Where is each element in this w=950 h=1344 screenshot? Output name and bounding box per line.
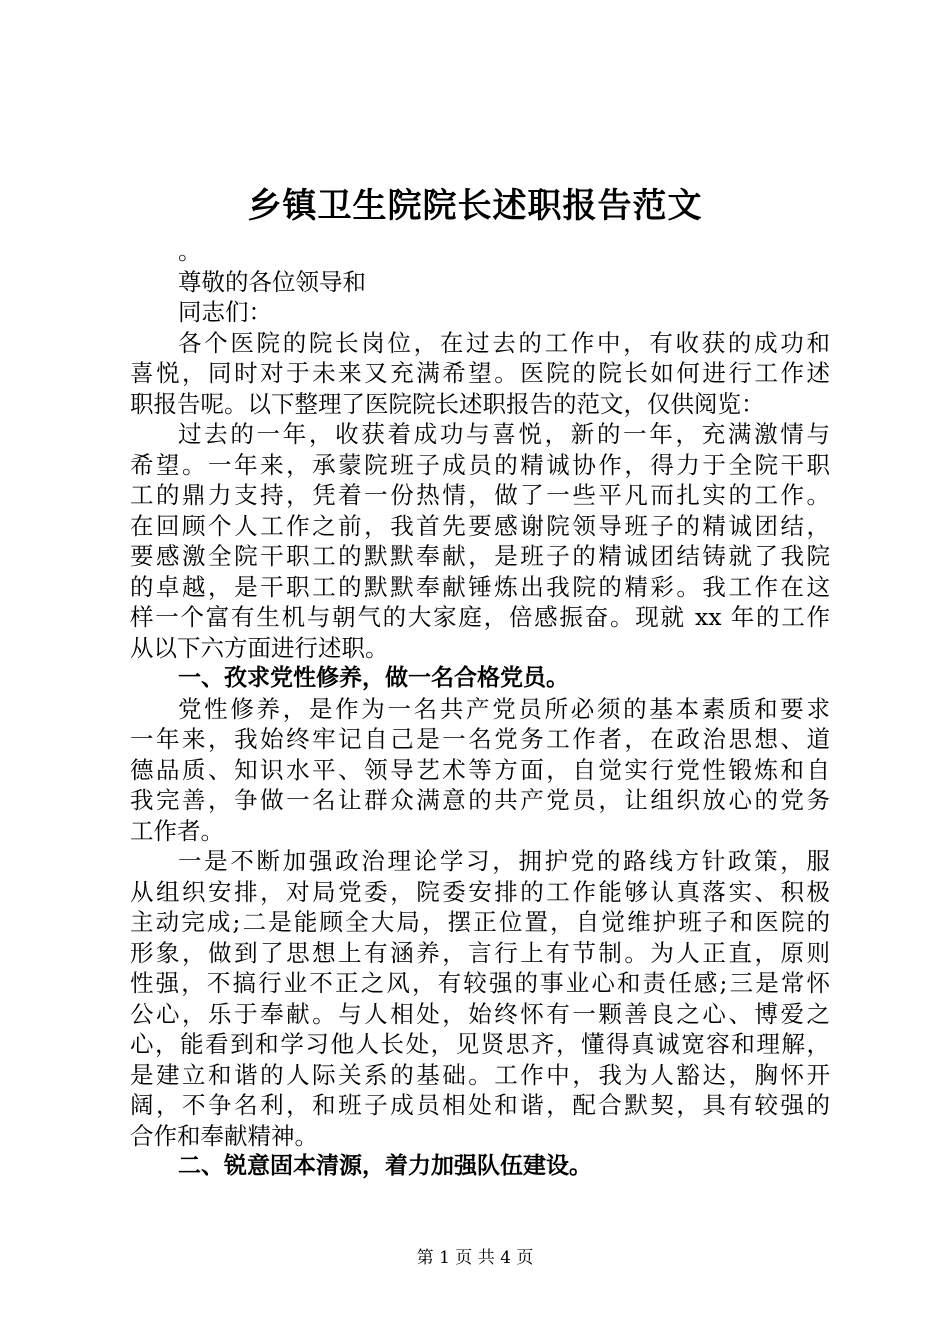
body-line: 我完善，争做一名让群众满意的共产党员，让组织放心的党务 xyxy=(130,786,830,814)
body-line: 一是不断加强政治理论学习，拥护党的路线方针政策，服 xyxy=(178,847,830,875)
body-line: 样一个富有生机与朝气的大家庭，倍感振奋。现就 xx 年的工作 xyxy=(130,603,830,631)
section-heading: 二、锐意固本清源，着力加强队伍建设。 xyxy=(178,1153,592,1179)
page-number-footer: 第 1 页 共 4 页 xyxy=(416,1248,534,1268)
salutation-line: 同志们： xyxy=(178,298,272,326)
body-line: 在回顾个人工作之前，我首先要感谢院领导班子的精诚团结， xyxy=(130,511,830,540)
document-title: 乡镇卫生院院长述职报告范文 xyxy=(247,186,703,226)
body-line: 过去的一年，收获着成功与喜悦，新的一年，充满激情与 xyxy=(178,420,830,448)
body-line: 是建立和谐的人际关系的基础。工作中，我为人豁达，胸怀开 xyxy=(130,1060,830,1089)
body-line: 要感激全院干职工的默默奉献，是班子的精诚团结铸就了我院 xyxy=(130,542,830,570)
section-heading: 一、孜求党性修养，做一名合格党员。 xyxy=(178,665,569,691)
body-line: 各个医院的院长岗位，在过去的工作中，有收获的成功和 xyxy=(178,328,830,357)
body-line: 工的鼎力支持，凭着一份热情，做了一些平凡而扎实的工作。 xyxy=(130,481,830,509)
body-line: 希望。一年来，承蒙院班子成员的精诚协作，得力于全院干职 xyxy=(130,450,830,479)
salutation-line: 尊敬的各位领导和 xyxy=(178,267,366,296)
body-line: 的卓越，是干职工的默默奉献锤炼出我院的精彩。我工作在这 xyxy=(130,572,830,601)
body-line: 心，能看到和学习他人长处，见贤思齐，懂得真诚宽容和理解， xyxy=(130,1030,830,1058)
body-line: 。 xyxy=(178,237,202,265)
body-line: 公心，乐于奉献。与人相处，始终怀有一颗善良之心、博爱之 xyxy=(130,999,830,1028)
body-line: 阔，不争名利，和班子成员相处和谐，配合默契，具有较强的 xyxy=(130,1091,830,1119)
body-line: 主动完成;二是能顾全大局，摆正位置，自觉维护班子和医院的 xyxy=(130,908,830,936)
body-line: 工作者。 xyxy=(130,816,224,845)
body-line: 党性修养，是作为一名共产党员所必须的基本素质和要求 xyxy=(178,694,830,723)
body-line: 职报告呢。以下整理了医院院长述职报告的范文，仅供阅览： xyxy=(130,389,765,418)
document-body xyxy=(130,236,830,1182)
body-line: 从以下六方面进行述职。 xyxy=(130,633,389,662)
body-line: 喜悦，同时对于未来又充满希望。医院的院长如何进行工作述 xyxy=(130,359,830,387)
body-line: 一年来，我始终牢记自己是一名党务工作者，在政治思想、道 xyxy=(130,725,830,753)
body-line: 形象，做到了思想上有涵养，言行上有节制。为人正直，原则 xyxy=(130,938,830,967)
body-line: 德品质、知识水平、领导艺术等方面，自觉实行党性锻炼和自 xyxy=(130,755,830,784)
body-line: 性强，不搞行业不正之风，有较强的事业心和责任感;三是常怀 xyxy=(130,969,830,997)
body-line: 合作和奉献精神。 xyxy=(130,1121,318,1150)
body-line: 从组织安排，对局党委，院委安排的工作能够认真落实、积极 xyxy=(130,877,830,906)
